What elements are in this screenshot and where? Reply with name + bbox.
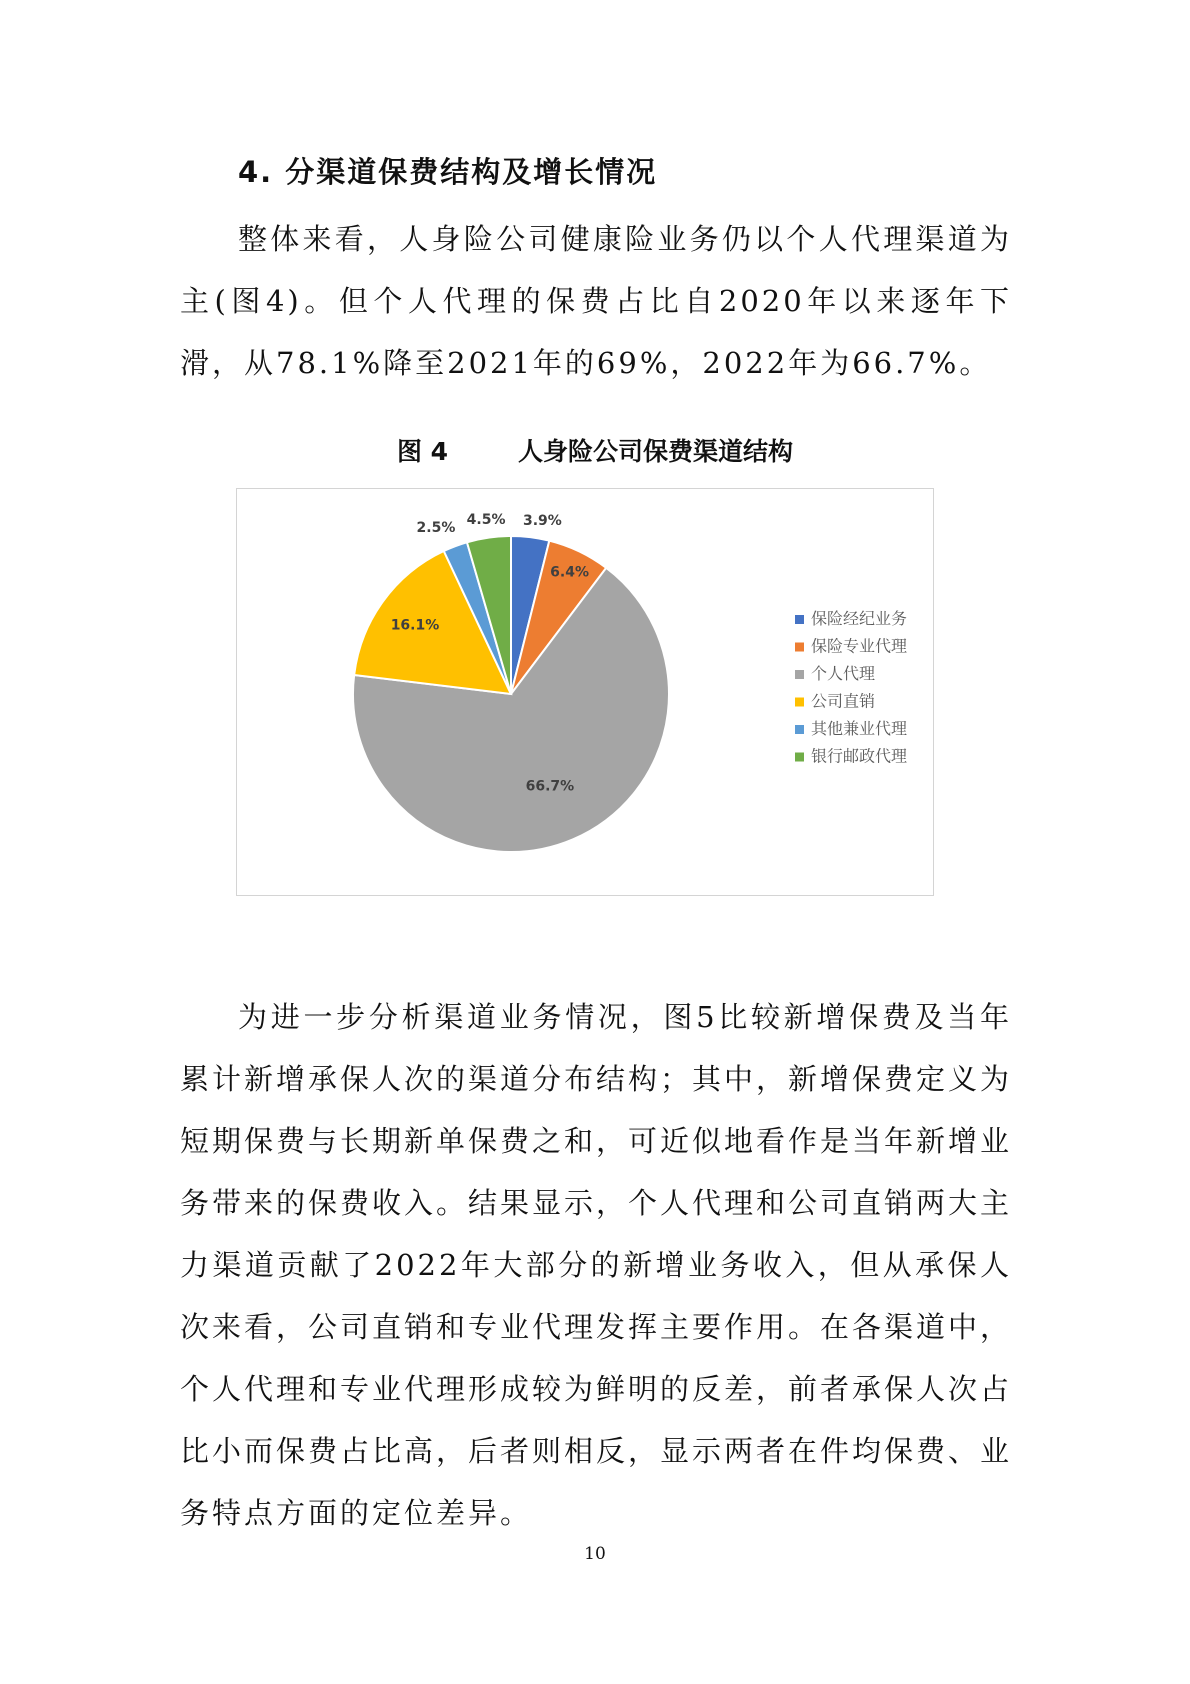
legend-label-6: 银行邮政代理 [811,746,908,766]
legend-swatch-4 [795,698,804,707]
pie-chart-container [236,488,934,896]
figure-number: 图 4 [396,437,449,466]
figure-title: 人身险公司保费渠道结构 [518,437,794,466]
page-number: 10 [584,1544,606,1564]
pie-data-label-3: 66.7% [525,778,575,795]
section-heading: 4. 分渠道保费结构及增长情况 [238,155,658,189]
pie-data-label-1: 3.9% [522,512,562,529]
legend-swatch-3 [795,670,804,679]
pie-data-label-4: 16.1% [390,617,440,634]
legend-swatch-6 [795,753,804,762]
legend-swatch-2 [795,643,804,652]
pie-chart [237,489,933,895]
legend-label-4: 公司直销 [811,691,876,711]
legend-label-1: 保险经纪业务 [811,609,908,628]
legend-swatch-1 [795,615,804,624]
figure-caption [0,432,1190,468]
legend-label-5: 其他兼业代理 [811,719,908,738]
paragraph-intro: 整体来看，人身险公司健康险业务仍以个人代理渠道为主(图4)。但个人代理的保费占比自2020年以来逐年下滑，从78.1%降至2021年的69%，2022年为66.7%。 [180,222,1012,380]
legend-label-3: 个人代理 [811,664,876,683]
pie-data-label-5: 2.5% [416,519,456,536]
legend-label-2: 保险专业代理 [811,636,908,656]
paragraph-analysis: 为进一步分析渠道业务情况，图5比较新增保费及当年累计新增承保人次的渠道分布结构；其中，新增保费定义为短期保费与长期新单保费之和，可近似地看作是当年新增业务带来的保费收入。结果显示，个人代理和公司直销两大主力渠道贡献了2022年大部分的新增业务收入，但从承保人次来看，公司直销和专业代理发挥主要作用。在各渠道中，个人代理和专业代理形成较为鲜明的反差，前者承保人次占比小而保费占比高，后者则相反，显示两者在件均保费、业务特点方面的定位差异。 [180,1000,1013,1530]
pie-data-label-6: 4.5% [466,511,506,528]
legend-swatch-5 [795,725,804,734]
pie-data-label-2: 6.4% [550,564,589,581]
